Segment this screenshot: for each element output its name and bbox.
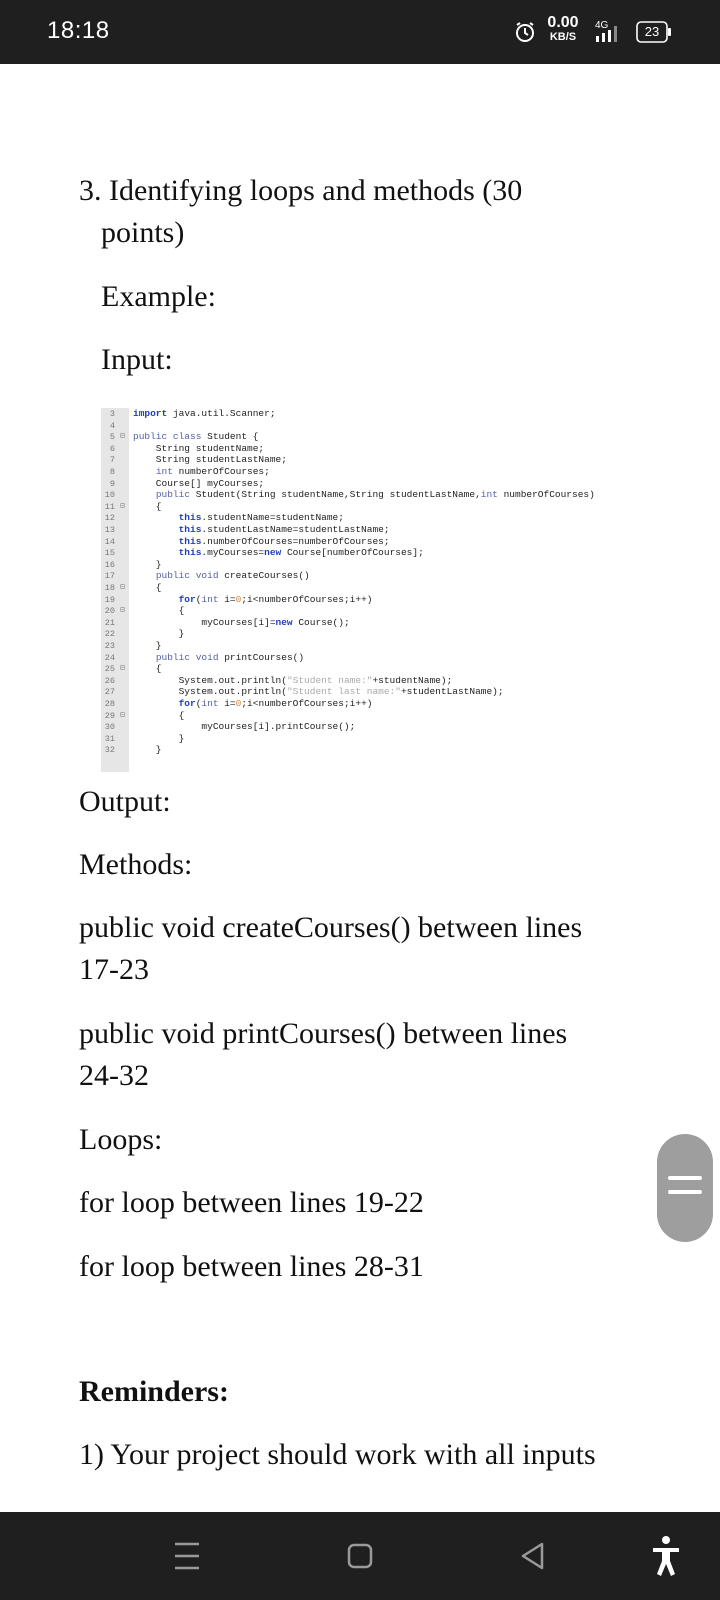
code-text: this.myCourses=new Course[numberOfCourses]; (178, 547, 424, 559)
code-text: System.out.println("Student name:"+studentName); (133, 674, 453, 686)
line-number: 18 (104, 583, 115, 593)
output-label: Output: (79, 785, 171, 818)
section-heading-continued: points) (101, 216, 185, 249)
code-text: public void createCourses() (155, 570, 310, 582)
code-text: } (133, 640, 162, 651)
code-text: } (133, 732, 185, 744)
line-number: 9 (109, 478, 115, 489)
fold-marker-icon: ⊟ (120, 664, 125, 674)
code-text: import java.util.Scanner; (133, 408, 276, 419)
line-number: 12 (104, 513, 115, 524)
clock: 18:18 (47, 17, 110, 44)
line-number: 25 (104, 664, 115, 675)
accessibility-icon[interactable] (639, 1512, 693, 1600)
input-label: Input: (101, 343, 173, 376)
line-number: 32 (104, 745, 115, 756)
line-number: 10 (104, 490, 115, 501)
code-text: { (133, 500, 162, 512)
code-text: } (133, 628, 185, 640)
method-2: public void printCourses() between lines (79, 1017, 568, 1050)
code-text: for(int i=0;i<numberOfCourses;i++) (178, 698, 373, 709)
network-speed-unit: KB/S (549, 31, 577, 43)
line-number: 20 (104, 606, 115, 617)
cellular-signal (594, 18, 624, 46)
code-text: { (133, 605, 185, 617)
code-text: Course[] myCourses; (133, 477, 265, 489)
line-number: 13 (104, 525, 115, 535)
line-number: 27 (104, 687, 115, 698)
reminders-label: Reminders: (79, 1375, 229, 1408)
line-number: 4 (109, 420, 115, 431)
code-text: this.numberOfCourses=numberOfCourses; (178, 535, 390, 547)
reminder-1: 1) Your project should work with all inputs (79, 1438, 596, 1471)
line-number: 17 (104, 571, 115, 582)
line-number: 21 (104, 617, 115, 628)
loop-2: for loop between lines 28-31 (79, 1250, 424, 1283)
method-1-lines: 17-23 (79, 953, 149, 986)
network-speed-value: 0.00 (547, 14, 579, 31)
line-number: 7 (109, 455, 115, 466)
line-number: 5 (109, 432, 115, 443)
code-text: public void printCourses() (155, 651, 305, 663)
grip-line-icon (668, 1176, 702, 1180)
line-number: 3 (109, 409, 115, 419)
loops-label: Loops: (79, 1123, 163, 1156)
status-bar (0, 0, 720, 64)
line-number: 23 (104, 641, 115, 651)
fold-marker-icon: ⊟ (120, 606, 125, 616)
code-text: { (133, 709, 185, 721)
method-1: public void createCourses() between lines (79, 911, 583, 944)
code-text: } (133, 558, 162, 570)
grip-line-icon (668, 1190, 702, 1194)
alarm-icon (514, 21, 536, 43)
code-text: this.studentLastName=studentLastName; (178, 524, 390, 535)
code-text: System.out.println("Student last name:"+studentLastName); (133, 686, 504, 698)
line-number: 11 (104, 501, 115, 512)
code-text: String studentName; (133, 442, 265, 454)
code-text: myCourses[i]=new Course(); (133, 616, 350, 628)
code-text: String studentLastName; (133, 454, 287, 466)
menu-icon[interactable] (160, 1512, 214, 1600)
home-icon[interactable] (333, 1512, 387, 1600)
line-number: 14 (104, 536, 115, 547)
code-text: public Student(String studentName,String studentLastName,int numberOfCourses) (155, 489, 595, 501)
methods-label: Methods: (79, 848, 193, 881)
fold-marker-icon: ⊟ (120, 583, 125, 592)
example-label: Example: (101, 280, 216, 313)
scroll-handle[interactable] (657, 1134, 713, 1242)
code-text: int numberOfCourses; (155, 466, 270, 477)
line-number: 8 (109, 467, 115, 477)
code-text: for(int i=0;i<numberOfCourses;i++) (178, 593, 373, 605)
method-2-lines: 24-32 (79, 1059, 149, 1092)
fold-marker-icon: ⊟ (120, 432, 125, 442)
line-number: 29 (104, 710, 115, 721)
code-text: this.studentName=studentName; (178, 512, 344, 524)
navigation-bar (0, 1512, 720, 1600)
section-heading: 3. Identifying loops and methods (30 (79, 174, 523, 207)
line-number: 15 (104, 548, 115, 559)
network-speed (545, 16, 581, 44)
code-text: myCourses[i].printCourse(); (133, 721, 356, 733)
line-number: 31 (104, 733, 115, 744)
line-number: 22 (104, 629, 115, 640)
code-text: } (133, 744, 162, 756)
signal-bars-icon (594, 18, 624, 46)
back-icon[interactable] (506, 1512, 560, 1600)
line-number: 16 (104, 559, 115, 570)
line-number: 24 (104, 652, 115, 663)
battery-level: 23 (644, 24, 660, 39)
network-type: 4G (595, 20, 609, 31)
loop-1: for loop between lines 19-22 (79, 1186, 424, 1219)
line-number: 26 (104, 675, 115, 686)
code-text: { (133, 663, 162, 675)
line-number: 19 (104, 594, 115, 605)
code-image (101, 408, 641, 772)
line-number: 30 (104, 722, 115, 733)
code-text: { (133, 582, 162, 593)
line-number: 6 (109, 443, 115, 454)
line-number: 28 (104, 699, 115, 709)
battery-indicator (636, 21, 672, 43)
fold-marker-icon: ⊟ (120, 501, 125, 511)
fold-marker-icon: ⊟ (120, 710, 125, 720)
code-text: public class Student { (133, 431, 259, 443)
